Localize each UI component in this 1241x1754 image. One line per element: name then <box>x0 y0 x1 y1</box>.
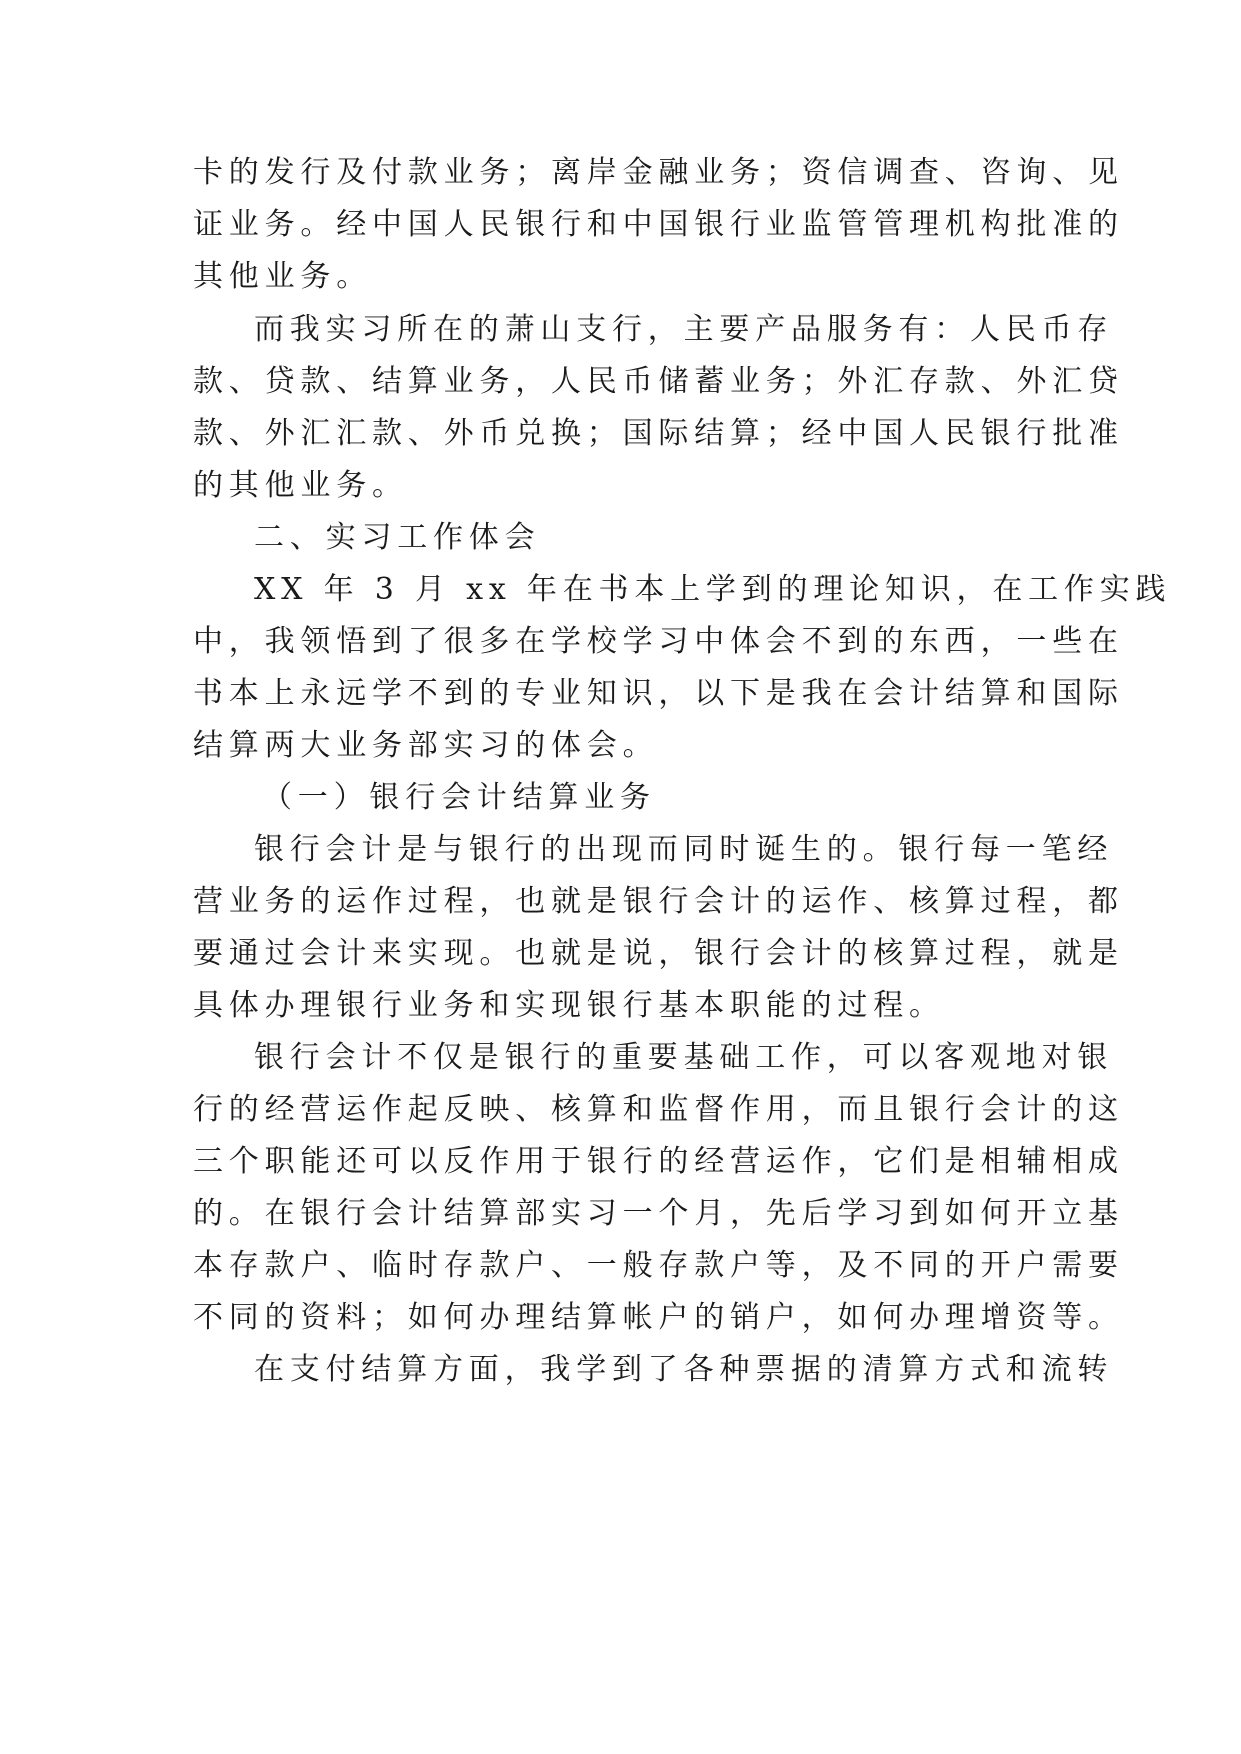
text-line: 本存款户、临时存款户、一般存款户等，及不同的开户需要 <box>193 1248 1124 1283</box>
text-line: 不同的资料；如何办理结算帐户的销户，如何办理增资等。 <box>193 1300 1124 1335</box>
text-line: 银行会计不仅是银行的重要基础工作，可以客观地对银 <box>254 1040 1114 1075</box>
text-line: 要通过会计来实现。也就是说，银行会计的核算过程，就是 <box>193 936 1124 971</box>
text-line: 三个职能还可以反作用于银行的经营运作，它们是相辅相成 <box>193 1144 1124 1179</box>
section-heading: 二、实习工作体会 <box>254 520 541 555</box>
text-line: 中，我领悟到了很多在学校学习中体会不到的东西，一些在 <box>193 624 1124 659</box>
text-line: 在支付结算方面，我学到了各种票据的清算方式和流转 <box>254 1352 1114 1387</box>
text-line: 卡的发行及付款业务；离岸金融业务；资信调查、咨询、见 <box>193 155 1124 190</box>
text-line: 其他业务。 <box>193 259 372 294</box>
text-line: 具体办理银行业务和实现银行基本职能的过程。 <box>193 988 945 1023</box>
text-line: 而我实习所在的萧山支行，主要产品服务有：人民币存 <box>254 312 1114 347</box>
text-line: XX 年 3 月 xx 年在书本上学到的理论知识，在工作实践 <box>254 572 1172 607</box>
text-line: 的其他业务。 <box>193 468 408 503</box>
text-line: 行的经营运作起反映、核算和监督作用，而且银行会计的这 <box>193 1092 1124 1127</box>
text-line: 的。在银行会计结算部实习一个月，先后学习到如何开立基 <box>193 1196 1124 1231</box>
text-line: 结算两大业务部实习的体会。 <box>193 728 659 763</box>
text-line: 营业务的运作过程，也就是银行会计的运作、核算过程，都 <box>193 884 1124 919</box>
subsection-heading: （一）银行会计结算业务 <box>262 780 656 815</box>
text-line: 证业务。经中国人民银行和中国银行业监管管理机构批准的 <box>193 207 1124 242</box>
text-line: 款、外汇汇款、外币兑换；国际结算；经中国人民银行批准 <box>193 416 1124 451</box>
text-line: 书本上永远学不到的专业知识，以下是我在会计结算和国际 <box>193 676 1124 711</box>
text-line: 银行会计是与银行的出现而同时诞生的。银行每一笔经 <box>254 832 1114 867</box>
text-line: 款、贷款、结算业务，人民币储蓄业务；外汇存款、外汇贷 <box>193 364 1124 399</box>
